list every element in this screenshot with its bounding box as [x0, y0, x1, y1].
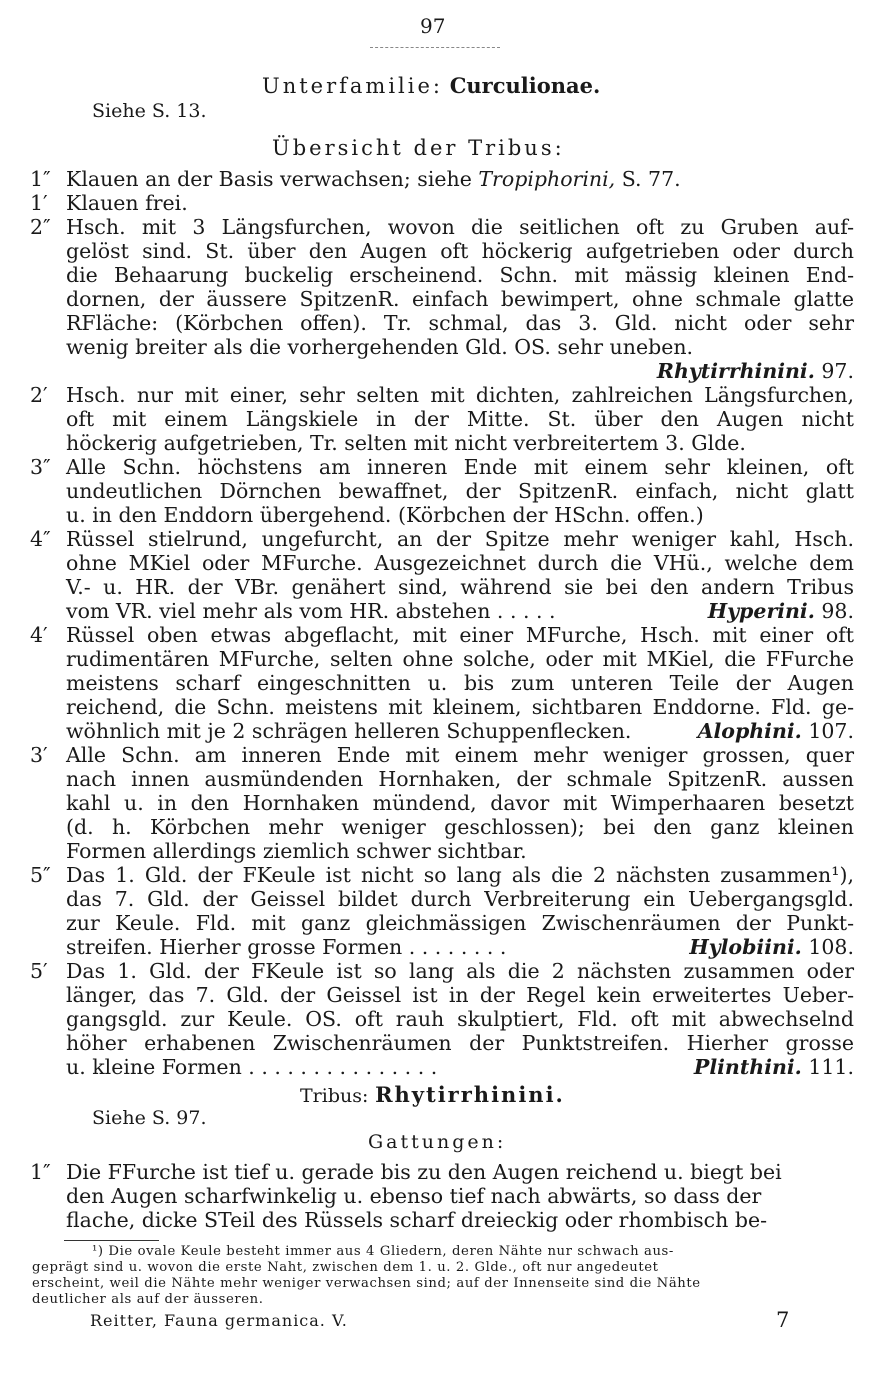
couplet-number: 2′	[30, 383, 48, 407]
key-text: Formen allerdings ziemlich schwer sichtbar.	[66, 839, 527, 863]
key-line	[0, 719, 870, 743]
couplet-number: 4″	[30, 527, 51, 551]
key-line	[0, 527, 870, 551]
key-line	[0, 1007, 870, 1031]
tribe-name: Alophini.	[697, 719, 802, 743]
key-line	[0, 551, 870, 575]
genus-reference: Tropiphorini,	[478, 167, 616, 191]
couplet-number: 1″	[30, 167, 51, 191]
key-text: flache, dicke STeil des Rüssels scharf dreieckig oder rhombisch be-	[66, 1208, 768, 1232]
tribe-page: 111.	[808, 1055, 854, 1079]
footnote-rule	[64, 1240, 159, 1241]
key-text: Alle Schn. höchstens am inneren Ende mit einem sehr kleinen, oft	[66, 455, 854, 479]
key-text: rudimentären MFurche, selten ohne solche, oder mit MKiel, die FFurche	[66, 647, 854, 671]
key-text: Hsch. nur mit einer, sehr selten mit dichten, zahlreichen Längsfurchen,	[66, 383, 854, 407]
key-line	[0, 359, 870, 383]
key-text: meistens scharf eingeschnitten u. bis zum unteren Teile der Augen	[66, 671, 854, 695]
tribus-name: Rhytirrhinini.	[375, 1082, 565, 1107]
key-text: nach innen ausmündenden Hornhaken, der schmale SpitzenR. aussen	[66, 767, 854, 791]
genera-heading: Gattungen:	[368, 1131, 507, 1153]
key-text: Das 1. Gld. der FKeule ist so lang als die 2 nächsten zusammen oder	[66, 959, 854, 983]
key-line	[0, 335, 870, 359]
key-line	[0, 599, 870, 623]
key-text: Rüssel oben etwas abgeflacht, mit einer MFurche, Hsch. mit einer oft	[66, 623, 854, 647]
key-line	[0, 743, 870, 767]
key-text: zur Keule. Fld. mit ganz gleichmässigen Zwischenräumen der Punkt-	[66, 911, 854, 935]
footnote-line: erscheint, weil die Nähte mehr weniger verwachsen sind; auf der Innenseite sind die Nähte	[32, 1276, 701, 1291]
key-line	[0, 839, 870, 863]
key-text: V.- u. HR. der VBr. genähert sind, während sie bei den andern Tribus	[66, 575, 854, 599]
key-line	[0, 623, 870, 647]
tribe-page: 107.	[808, 719, 854, 743]
key-text: kahl u. in den Hornhaken mündend, davor mit Wimperhaaren besetzt	[66, 791, 854, 815]
key-line	[0, 263, 870, 287]
key-line	[0, 239, 870, 263]
key-line	[0, 815, 870, 839]
key-text: höher erhabenen Zwischenräumen der Punktstreifen. Hierher grosse	[66, 1031, 854, 1055]
see-reference-2: Siehe S. 97.	[92, 1107, 207, 1129]
key-line	[0, 911, 870, 935]
tribe-reference	[694, 1055, 854, 1079]
key-text: Klauen frei.	[66, 191, 188, 215]
key-line	[0, 215, 870, 239]
subfamily-label: Unterfamilie:	[262, 74, 443, 98]
key-line	[0, 575, 870, 599]
key-line	[0, 1031, 870, 1055]
tribe-name: Hyperini.	[707, 599, 815, 623]
footnote-line: ¹) Die ovale Keule besteht immer aus 4 Gliedern, deren Nähte nur schwach aus-	[92, 1244, 674, 1259]
key-text: länger, das 7. Gld. der Geissel ist in der Regel kein erweitertes Ueber-	[66, 983, 854, 1007]
key-line	[0, 647, 870, 671]
key-line	[0, 935, 870, 959]
couplet-number: 1″	[30, 1160, 51, 1184]
key-line	[0, 383, 870, 407]
footnote-line: deutlicher als auf der äusseren.	[32, 1292, 264, 1307]
tribe-name: Hylobiini.	[689, 935, 802, 959]
couplet-number: 3″	[30, 455, 51, 479]
key-text: Hsch. mit 3 Längsfurchen, wovon die seitlichen oft zu Gruben auf-	[66, 215, 854, 239]
footer-source: Reitter, Fauna germanica. V.	[90, 1311, 348, 1330]
tribe-page: 98.	[821, 599, 854, 623]
tribe-reference	[689, 935, 854, 959]
key-text: Klauen an der Basis verwachsen; siehe Tropiphorini, S. 77.	[66, 167, 681, 191]
key-line	[0, 431, 870, 455]
key-line	[0, 191, 870, 215]
key-line	[0, 695, 870, 719]
key-line	[0, 1055, 870, 1079]
tribe-name: Rhytirrhinini.	[656, 359, 815, 383]
key-line	[0, 311, 870, 335]
key-text: die Behaarung buckelig erscheinend. Schn. mit mässig kleinen End-	[66, 263, 854, 287]
key-text: Rüssel stielrund, ungefurcht, an der Spitze mehr weniger kahl, Hsch.	[66, 527, 854, 551]
key-line	[0, 1184, 870, 1208]
page-number: 97	[420, 14, 446, 38]
key-text: wenig breiter als die vorhergehenden Gld. OS. sehr uneben.	[66, 335, 694, 359]
key-text: undeutlichen Dörnchen bewaffnet, der SpitzenR. einfach, nicht glatt	[66, 479, 854, 503]
key-line	[0, 503, 870, 527]
tribe-reference	[708, 599, 854, 623]
key-text: Das 1. Gld. der FKeule ist nicht so lang als die 2 nächsten zusammen¹),	[66, 863, 854, 887]
key-text: u. in den Enddorn übergehend. (Körbchen der HSchn. offen.)	[66, 503, 704, 527]
key-line	[0, 887, 870, 911]
key-text: RFläche: (Körbchen offen). Tr. schmal, das 3. Gld. nicht oder sehr	[66, 311, 854, 335]
key-text: oft mit einem Längskiele in der Mitte. St. über den Augen nicht	[66, 407, 854, 431]
tribus-heading	[300, 1082, 565, 1107]
key-text: gelöst sind. St. über den Augen oft höckerig aufgetrieben oder durch	[66, 239, 854, 263]
key-line	[0, 767, 870, 791]
key-line	[0, 479, 870, 503]
key-line	[0, 959, 870, 983]
key-text: vom VR. viel mehr als vom HR. abstehen . . . . .	[66, 599, 556, 623]
couplet-number: 3′	[30, 743, 48, 767]
key-line	[0, 863, 870, 887]
tribe-reference	[698, 719, 854, 743]
key-line	[0, 791, 870, 815]
key-text: streifen. Hierher grosse Formen . . . . . . . .	[66, 935, 507, 959]
key-text: Alle Schn. am inneren Ende mit einem mehr weniger grossen, quer	[66, 743, 854, 767]
key-text: reichend, die Schn. meistens mit kleinem, sichtbaren Enddorne. Fld. ge-	[66, 695, 854, 719]
key-text: wöhnlich mit je 2 schrägen helleren Schuppenflecken.	[66, 719, 632, 743]
key-line	[0, 983, 870, 1007]
tribe-reference	[657, 359, 854, 383]
key-text: Die FFurche ist tief u. gerade bis zu den Augen reichend u. biegt bei	[66, 1160, 782, 1184]
key-line	[0, 167, 870, 191]
footnote-line: geprägt sind u. wovon die erste Naht, zwischen dem 1. u. 2. Glde., oft nur angedeutet	[32, 1260, 659, 1275]
subfamily-name: Curculionae.	[449, 73, 601, 98]
tribe-page: 97.	[821, 359, 854, 383]
couplet-number: 5″	[30, 863, 51, 887]
couplet-number: 4′	[30, 623, 48, 647]
key-text: den Augen scharfwinkelig u. ebenso tief nach abwärts, so dass der	[66, 1184, 762, 1208]
tribus-label: Tribus:	[300, 1085, 369, 1107]
couplet-number: 1′	[30, 191, 48, 215]
key-text: gangsgld. zur Keule. OS. oft rauh skulptiert, Fld. oft mit abwechselnd	[66, 1007, 854, 1031]
key-line	[0, 455, 870, 479]
key-line	[0, 407, 870, 431]
key-text: u. kleine Formen . . . . . . . . . . . . . . .	[66, 1055, 438, 1079]
key-line	[0, 671, 870, 695]
tribe-name: Plinthini.	[693, 1055, 802, 1079]
key-text: höckerig aufgetrieben, Tr. selten mit nicht verbreitertem 3. Glde.	[66, 431, 746, 455]
key-line	[0, 1160, 870, 1184]
key-text: dornen, der äussere SpitzenR. einfach bewimpert, ohne schmale glatte	[66, 287, 854, 311]
couplet-number: 2″	[30, 215, 51, 239]
key-text: ohne MKiel oder MFurche. Ausgezeichnet durch die VHü., welche dem	[66, 551, 854, 575]
sheet-number: 7	[776, 1308, 790, 1332]
header-rule	[370, 47, 500, 48]
couplet-number: 5′	[30, 959, 48, 983]
key-text: das 7. Gld. der Geissel bildet durch Verbreiterung ein Uebergangsgld.	[66, 887, 854, 911]
tribe-page: 108.	[808, 935, 854, 959]
overview-heading: Übersicht der Tribus:	[272, 136, 565, 160]
subfamily-heading	[262, 73, 600, 98]
see-reference: Siehe S. 13.	[92, 100, 207, 122]
key-text: (d. h. Körbchen mehr weniger geschlossen); bei den ganz kleinen	[66, 815, 854, 839]
key-line	[0, 1208, 870, 1232]
key-line	[0, 287, 870, 311]
